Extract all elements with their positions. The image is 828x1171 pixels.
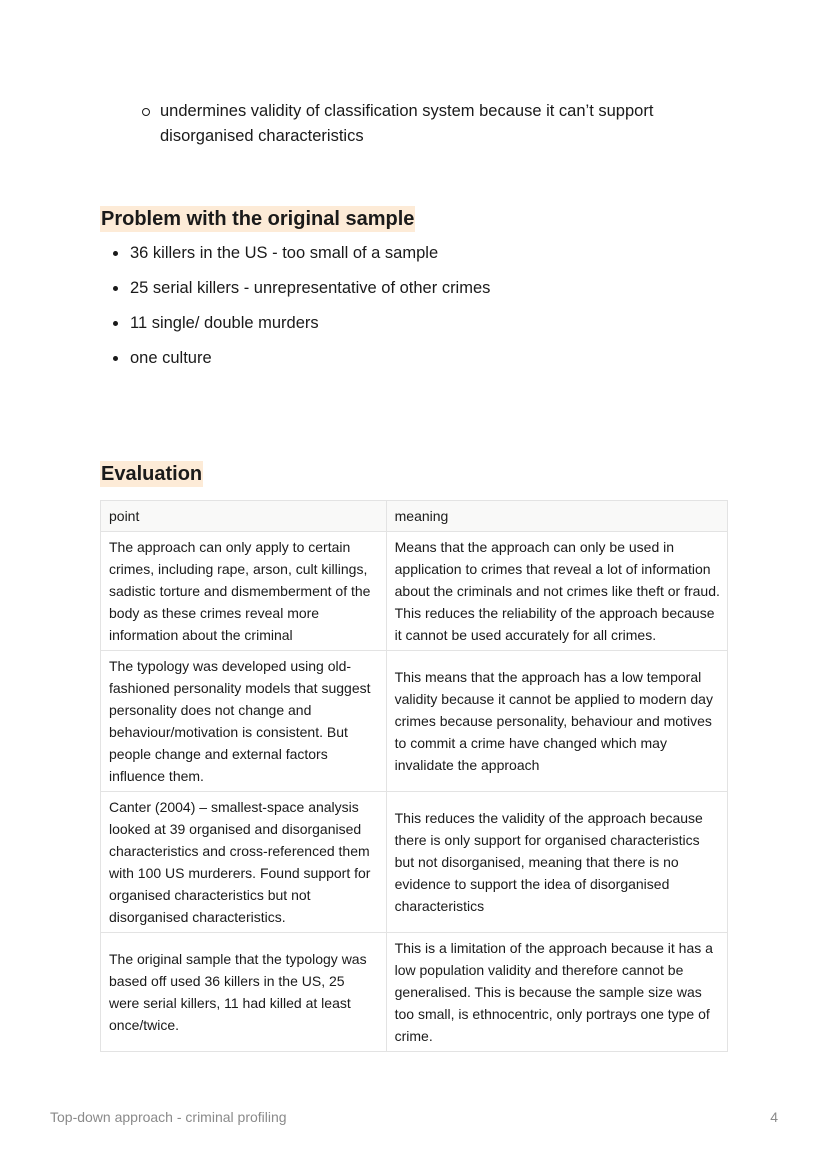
problem-bullet-item [110, 311, 490, 346]
sub-bullet-text: undermines validity of classification system because it can’t support disorganised characteristics [160, 102, 654, 145]
problem-heading: Problem with the original sample [101, 208, 415, 230]
hollow-circle-bullet-icon [142, 108, 150, 116]
table-row [101, 532, 728, 651]
footer-title: Top-down approach - criminal profiling [50, 1109, 287, 1125]
evaluation-heading: Evaluation [101, 463, 203, 485]
table-row [101, 933, 728, 1052]
problem-bullet-text: 11 single/ double murders [130, 314, 319, 332]
point-cell: Canter (2004) – smallest-space analysis looked at 39 organised and disorganised characteristics and cross-referenced them with 100 US murderers. Found support for organised characteristics but not disorganised characteristics. [101, 792, 387, 933]
meaning-cell: This is a limitation of the approach because it has a low population validity and therefore cannot be generalised. This is because the sample size was too small, is ethnocentric, only portrays one type of crime. [386, 933, 727, 1052]
evaluation-table [100, 500, 728, 1052]
meaning-cell: Means that the approach can only be used in application to crimes that reveal a lot of information about the criminals and not crimes like theft or fraud. This reduces the reliability of the approach because it cannot be used accurately for all crimes. [386, 532, 727, 651]
column-header-point: point [101, 501, 387, 532]
meaning-cell: This reduces the validity of the approach because there is only support for organised characteristics but not disorganised, meaning that there is no evidence to support the idea of disorganised characteristics [386, 792, 727, 933]
bullet-dot-icon [113, 286, 118, 291]
page-number: 4 [770, 1109, 778, 1125]
table-header-row [101, 501, 728, 532]
point-cell: The approach can only apply to certain crimes, including rape, arson, cult killings, sadistic torture and dismemberment of the body as these crimes reveal more information about the criminal [101, 532, 387, 651]
bullet-dot-icon [113, 321, 118, 326]
sub-bullet-list [140, 99, 700, 149]
table-row [101, 792, 728, 933]
problem-bullet-list [110, 241, 490, 381]
problem-bullet-item [110, 276, 490, 311]
table-row [101, 651, 728, 792]
sub-bullet-item [140, 99, 700, 149]
bullet-dot-icon [113, 251, 118, 256]
point-cell: The original sample that the typology was based off used 36 killers in the US, 25 were serial killers, 11 had killed at least once/twice. [101, 933, 387, 1052]
problem-bullet-item [110, 346, 490, 381]
column-header-meaning: meaning [386, 501, 727, 532]
point-cell: The typology was developed using old-fashioned personality models that suggest personality does not change and behaviour/motivation is consistent. But people change and external factors influence them. [101, 651, 387, 792]
meaning-cell: This means that the approach has a low temporal validity because it cannot be applied to modern day crimes because personality, behaviour and motives to commit a crime have changed which may invalidate the approach [386, 651, 727, 792]
problem-bullet-text: 36 killers in the US - too small of a sample [130, 244, 439, 262]
problem-bullet-text: 25 serial killers - unrepresentative of other crimes [130, 279, 491, 297]
problem-bullet-item [110, 241, 490, 276]
problem-bullet-text: one culture [130, 349, 212, 367]
bullet-dot-icon [113, 356, 118, 361]
